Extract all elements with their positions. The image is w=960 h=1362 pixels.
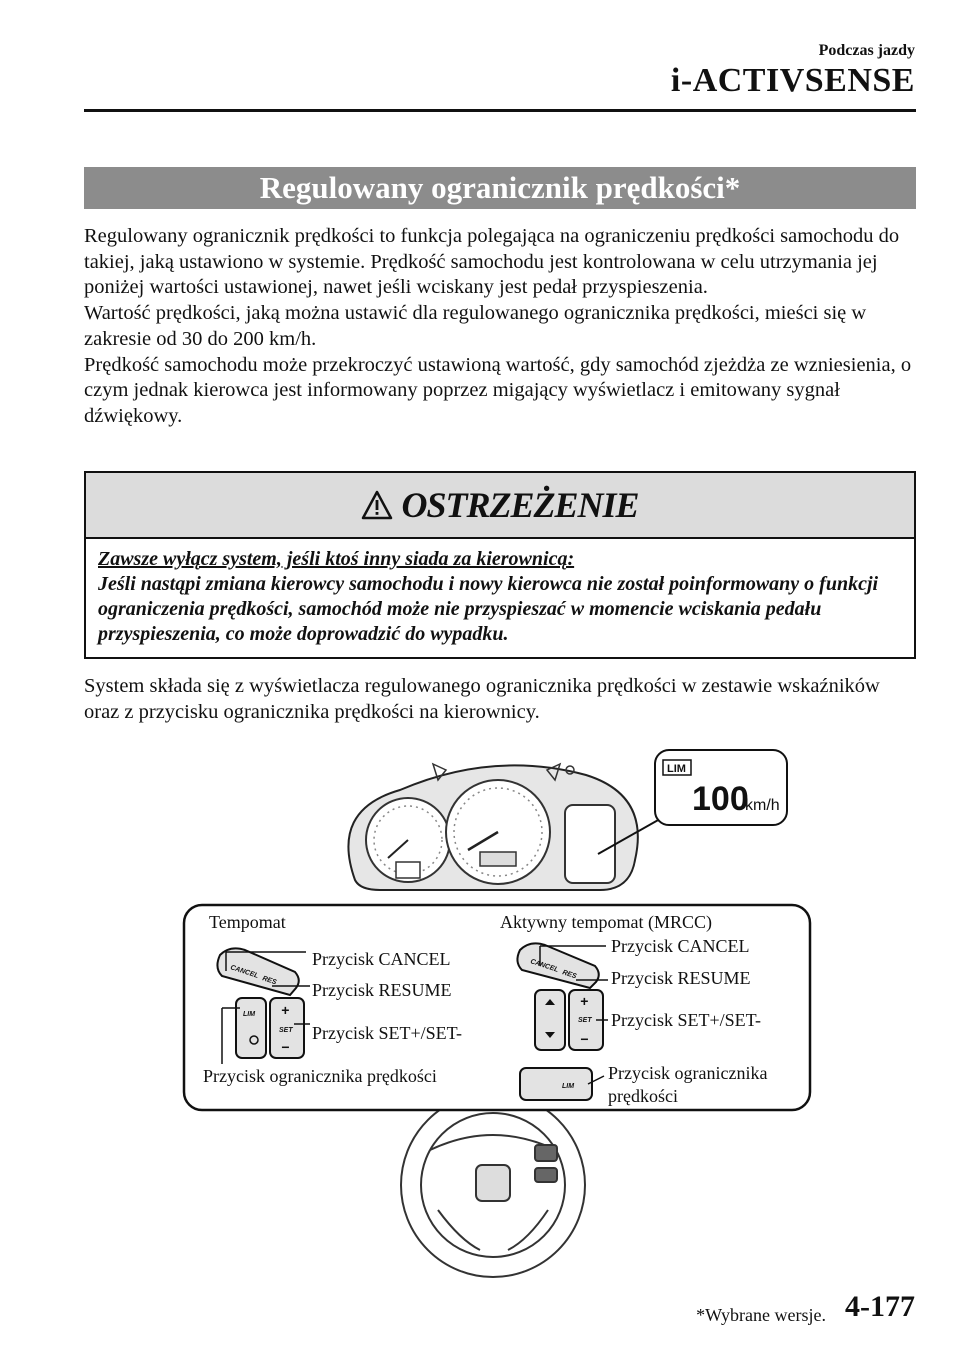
left-minus-label: − [281, 1039, 290, 1055]
left-cancel-label: CANCEL [229, 964, 260, 980]
steering-wheel-icon [401, 1093, 585, 1277]
right-cancel-label: CANCEL [529, 958, 560, 974]
warning-body [98, 547, 908, 647]
running-header-section: Podczas jazdy [818, 42, 915, 59]
right-lim-label: LIM [562, 1083, 575, 1090]
intro-paragraph-2: Wartość prędkości, jaką można ustawić dla regulowanego ogranicznika prędkości, mieści się w zakresie od 30 do 200 km/h. [84, 302, 867, 350]
header-rule [84, 109, 916, 112]
display-speed-unit: km/h [745, 797, 780, 814]
section-title: Regulowany ogranicznik prędkości* [84, 167, 916, 209]
left-res-label: RES [261, 975, 278, 987]
left-plus-label: + [281, 1002, 290, 1018]
label-left-limiter: Przycisk ogranicznika prędkości [203, 1066, 437, 1086]
running-header-chapter: i-ACTIVSENSE [670, 62, 915, 99]
right-plus-label: + [580, 993, 589, 1009]
page-number: 4-177 [845, 1290, 915, 1323]
figure-drawing [0, 740, 960, 1280]
system-description [84, 674, 916, 725]
display-speed-value: 100 [692, 780, 749, 818]
label-right-resume: Przycisk RESUME [611, 968, 751, 988]
label-left-set: Przycisk SET+/SET- [312, 1023, 462, 1043]
label-mrcc: Aktywny tempomat (MRCC) [500, 912, 712, 932]
label-right-limiter-2: prędkości [608, 1086, 678, 1106]
display-lim-text: LIM [667, 763, 686, 775]
label-left-cancel: Przycisk CANCEL [312, 949, 451, 969]
label-left-resume: Przycisk RESUME [312, 980, 452, 1000]
warning-lead: Zawsze wyłącz system, jeśli ktoś inny siada za kierownicą: [98, 548, 575, 570]
label-right-set: Przycisk SET+/SET- [611, 1010, 761, 1030]
system-paragraph: System składa się z wyświetlacza regulowanego ogranicznika prędkości w zestawie wskaźników oraz z przycisku ogranicznika prędkości na kierownicy. [84, 675, 880, 723]
intro-paragraph-1: Regulowany ogranicznik prędkości to funkcja polegająca na ograniczeniu prędkości samochodu do takiej, jaką ustawiono w systemie. Prędkość samochodu jest kontrolowana w celu utrzymania jej poniżej wartości ustawionej, nawet jeśli wciskany jest pedał przyspieszenia. [84, 225, 900, 299]
label-right-limiter-1: Przycisk ogranicznika [608, 1063, 768, 1083]
warning-box [84, 471, 916, 659]
warning-triangle-icon [361, 490, 393, 520]
intro-paragraph-3: Prędkość samochodu może przekroczyć ustawioną wartość, gdy samochód zjeżdża ze wzniesienia, o czym jednak kierowca jest informowany poprzez migający wyświetlacz i emitowany sygnał dźwiękowy. [84, 353, 912, 427]
label-cruise-control: Tempomat [209, 912, 286, 932]
left-lim-label: LIM [243, 1011, 256, 1018]
left-set-label: SET [279, 1027, 293, 1034]
instrument-cluster-icon [348, 764, 637, 890]
warning-text: Jeśli nastąpi zmiana kierowcy samochodu i nowy kierowca nie został poinformowany o funkcji ograniczenia prędkości, samochód może nie przyspieszać w momencie wciskania pedału przyspieszenia, co może doprowadzić do wypadku. [98, 573, 879, 645]
right-set-label: SET [578, 1017, 592, 1024]
warning-title: OSTRZEŻENIE [401, 485, 639, 525]
right-res-label: RES [561, 969, 578, 981]
warning-header [86, 473, 914, 539]
right-minus-label: − [580, 1031, 589, 1047]
footer-note: *Wybrane wersje. [696, 1305, 826, 1325]
label-right-cancel: Przycisk CANCEL [611, 936, 750, 956]
intro-text [84, 224, 916, 430]
figure [0, 740, 960, 1280]
